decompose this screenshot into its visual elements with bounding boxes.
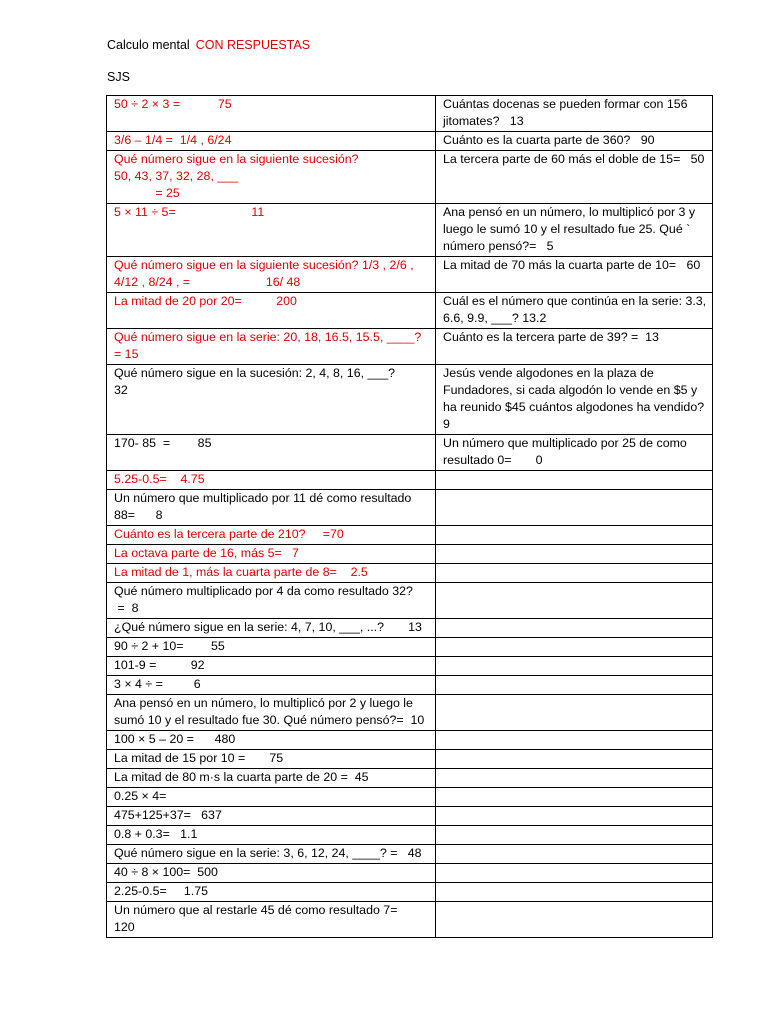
exercise-left-cell: La mitad de 1, más la cuarta parte de 8= 2.5 — [107, 564, 436, 583]
exercise-right-cell — [436, 657, 713, 676]
exercise-right-cell: La mitad de 70 más la cuarta parte de 10= 60 — [436, 257, 713, 293]
table-row — [107, 731, 713, 750]
exercise-left-cell: 5.25-0.5= 4.75 — [107, 471, 436, 490]
table-row — [107, 826, 713, 845]
exercise-right-cell — [436, 471, 713, 490]
exercise-right-cell: Cuánto es la cuarta parte de 360? 90 — [436, 132, 713, 151]
table-row — [107, 204, 713, 257]
exercise-left-cell: 40 ÷ 8 × 100= 500 — [107, 864, 436, 883]
table-row — [107, 769, 713, 788]
exercise-right-cell: Jesús vende algodones en la plaza de Fundadores, si cada algodón lo vende en $5 y ha reunido $45 cuántos algodones ha vendido? 9 — [436, 365, 713, 435]
exercise-left-cell: 5 × 11 ÷ 5= 11 — [107, 204, 436, 257]
table-row — [107, 257, 713, 293]
exercise-right-cell — [436, 864, 713, 883]
exercise-left-cell: La mitad de 20 por 20= 200 — [107, 293, 436, 329]
table-row — [107, 638, 713, 657]
exercise-right-cell — [436, 788, 713, 807]
exercise-left-cell: La octava parte de 16, más 5= 7 — [107, 545, 436, 564]
exercise-right-cell: Cuánto es la tercera parte de 39? = 13 — [436, 329, 713, 365]
table-row — [107, 845, 713, 864]
exercise-left-cell: 3/6 – 1/4 = 1/4 , 6/24 — [107, 132, 436, 151]
exercise-left-cell: Cuánto es la tercera parte de 210? =70 — [107, 526, 436, 545]
table-row — [107, 619, 713, 638]
table-row — [107, 676, 713, 695]
table-row — [107, 864, 713, 883]
exercise-left-cell: 170- 85 = 85 — [107, 435, 436, 471]
exercise-right-cell: Cuántas docenas se pueden formar con 156 jitomates? 13 — [436, 96, 713, 132]
exercise-right-cell — [436, 583, 713, 619]
exercise-left-cell: ¿Qué número sigue en la serie: 4, 7, 10, ___, ...? 13 — [107, 619, 436, 638]
exercise-left-cell: Qué número sigue en la serie: 3, 6, 12, 24, ____? = 48 — [107, 845, 436, 864]
exercise-right-cell — [436, 676, 713, 695]
exercise-right-cell — [436, 731, 713, 750]
exercise-right-cell — [436, 526, 713, 545]
exercise-right-cell — [436, 545, 713, 564]
exercise-left-cell: 475+125+37= 637 — [107, 807, 436, 826]
exercise-right-cell: Cuál es el número que continúa en la serie: 3.3, 6.6, 9.9, ___? 13.2 — [436, 293, 713, 329]
table-row — [107, 293, 713, 329]
exercise-table — [106, 95, 713, 938]
table-row — [107, 545, 713, 564]
table-row — [107, 564, 713, 583]
exercise-left-cell: 101-9 = 92 — [107, 657, 436, 676]
exercise-left-cell: La mitad de 15 por 10 = 75 — [107, 750, 436, 769]
table-row — [107, 435, 713, 471]
exercise-left-cell: 90 ÷ 2 + 10= 55 — [107, 638, 436, 657]
table-row — [107, 750, 713, 769]
exercise-left-cell: 0.8 + 0.3= 1.1 — [107, 826, 436, 845]
exercise-right-cell — [436, 750, 713, 769]
exercise-right-cell: Ana pensó en un número, lo multiplicó por 3 y luego le sumó 10 y el resultado fue 25. Qué ` número pensó?= 5 — [436, 204, 713, 257]
table-row — [107, 151, 713, 204]
exercise-left-cell: 2.25-0.5= 1.75 — [107, 883, 436, 902]
exercise-right-cell — [436, 902, 713, 938]
exercise-left-cell: Qué número sigue en la siguiente sucesión? 50, 43, 37, 32, 28, ___ = 25 — [107, 151, 436, 204]
exercise-left-cell: Ana pensó en un número, lo multiplicó por 2 y luego le sumó 10 y el resultado fue 30. Qué número pensó?= 10 — [107, 695, 436, 731]
table-row — [107, 883, 713, 902]
table-row — [107, 788, 713, 807]
exercise-left-cell: Qué número multiplicado por 4 da como resultado 32? = 8 — [107, 583, 436, 619]
exercise-right-cell: La tercera parte de 60 más el doble de 15= 50 — [436, 151, 713, 204]
title-text: Calculo mental — [107, 38, 190, 52]
exercise-left-cell: 0.25 × 4= — [107, 788, 436, 807]
table-row — [107, 526, 713, 545]
exercise-right-cell — [436, 564, 713, 583]
document-title — [107, 38, 310, 52]
exercise-right-cell — [436, 883, 713, 902]
table-row — [107, 657, 713, 676]
table-row — [107, 902, 713, 938]
exercise-right-cell — [436, 845, 713, 864]
exercise-left-cell: Qué número sigue en la siguiente sucesión? 1/3 , 2/6 , 4/12 , 8/24 , = 16/ 48 — [107, 257, 436, 293]
exercise-left-cell: 3 × 4 ÷ = 6 — [107, 676, 436, 695]
exercise-left-cell: La mitad de 80 m·s la cuarta parte de 20 = 45 — [107, 769, 436, 788]
exercise-right-cell — [436, 769, 713, 788]
table-row — [107, 490, 713, 526]
exercise-right-cell: Un número que multiplicado por 25 de como resultado 0= 0 — [436, 435, 713, 471]
table-row — [107, 329, 713, 365]
table-row — [107, 807, 713, 826]
exercise-right-cell — [436, 490, 713, 526]
exercise-left-cell: Un número que multiplicado por 11 dé como resultado 88= 8 — [107, 490, 436, 526]
table-row — [107, 695, 713, 731]
exercise-left-cell: 100 × 5 – 20 = 480 — [107, 731, 436, 750]
table-row — [107, 365, 713, 435]
table-row — [107, 583, 713, 619]
exercise-table-body — [107, 96, 713, 938]
exercise-right-cell — [436, 638, 713, 657]
author-initials: SJS — [107, 70, 130, 84]
table-row — [107, 471, 713, 490]
table-row — [107, 132, 713, 151]
exercise-left-cell: 50 ÷ 2 × 3 = 75 — [107, 96, 436, 132]
exercise-right-cell — [436, 695, 713, 731]
exercise-right-cell — [436, 619, 713, 638]
title-highlight: CON RESPUESTAS — [195, 38, 311, 52]
exercise-left-cell: Un número que al restarle 45 dé como resultado 7= 120 — [107, 902, 436, 938]
exercise-right-cell — [436, 826, 713, 845]
table-row — [107, 96, 713, 132]
exercise-left-cell: Qué número sigue en la serie: 20, 18, 16.5, 15.5, ____? = 15 — [107, 329, 436, 365]
exercise-right-cell — [436, 807, 713, 826]
exercise-left-cell: Qué número sigue en la sucesión: 2, 4, 8, 16, ___? 32 — [107, 365, 436, 435]
